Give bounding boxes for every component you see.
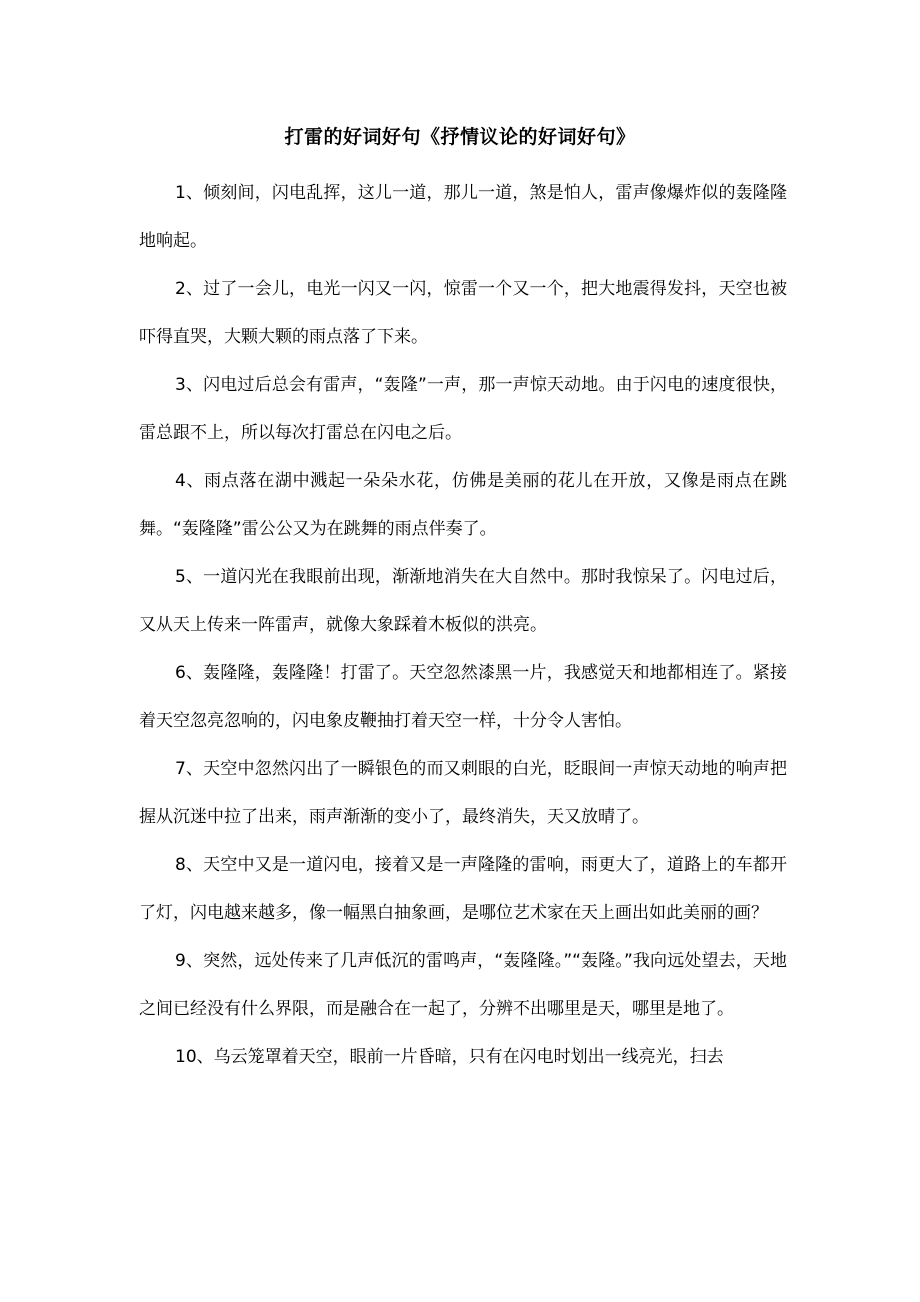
document-body	[139, 169, 787, 1081]
document-title: 打雷的好词好句《抒情议论的好词好句》	[284, 126, 636, 148]
paragraph-8: 8、天空中又是一道闪电，接着又是一声隆隆的雷响，雨更大了，道路上的车都开了灯，闪电越来越多，像一幅黑白抽象画，是哪位艺术家在天上画出如此美丽的画？	[139, 855, 787, 923]
paragraph-6: 6、轰隆隆，轰隆隆！打雷了。天空忽然漆黑一片，我感觉天和地都相连了。紧接着天空忽亮忽响的，闪电象皮鞭抽打着天空一样，十分令人害怕。	[139, 663, 787, 731]
paragraph-1: 1、倾刻间，闪电乱挥，这儿一道，那儿一道，煞是怕人，雷声像爆炸似的轰隆隆地响起。	[139, 183, 787, 251]
paragraph-5: 5、一道闪光在我眼前出现，渐渐地消失在大自然中。那时我惊呆了。闪电过后，又从天上传来一阵雷声，就像大象踩着木板似的洪亮。	[139, 567, 787, 635]
paragraph-7: 7、天空中忽然闪出了一瞬银色的而又刺眼的白光，眨眼间一声惊天动地的响声把握从沉迷中拉了出来，雨声渐渐的变小了，最终消失，天又放晴了。	[139, 759, 787, 827]
paragraph-9: 9、突然，远处传来了几声低沉的雷鸣声，“轰隆隆。”“轰隆。”我向远处望去，天地之间已经没有什么界限，而是融合在一起了，分辨不出哪里是天，哪里是地了。	[139, 951, 787, 1019]
paragraph-10: 10、乌云笼罩着天空，眼前一片昏暗，只有在闪电时划出一线亮光，扫去	[175, 1047, 724, 1067]
paragraph-3: 3、闪电过后总会有雷声，“轰隆”一声，那一声惊天动地。由于闪电的速度很快，雷总跟不上，所以每次打雷总在闪电之后。	[139, 375, 787, 443]
paragraph-2: 2、过了一会儿，电光一闪又一闪，惊雷一个又一个，把大地震得发抖，天空也被吓得直哭，大颗大颗的雨点落了下来。	[139, 279, 787, 347]
paragraph-4: 4、雨点落在湖中溅起一朵朵水花，仿佛是美丽的花儿在开放，又像是雨点在跳舞。“轰隆隆”雷公公又为在跳舞的雨点伴奏了。	[139, 471, 787, 539]
